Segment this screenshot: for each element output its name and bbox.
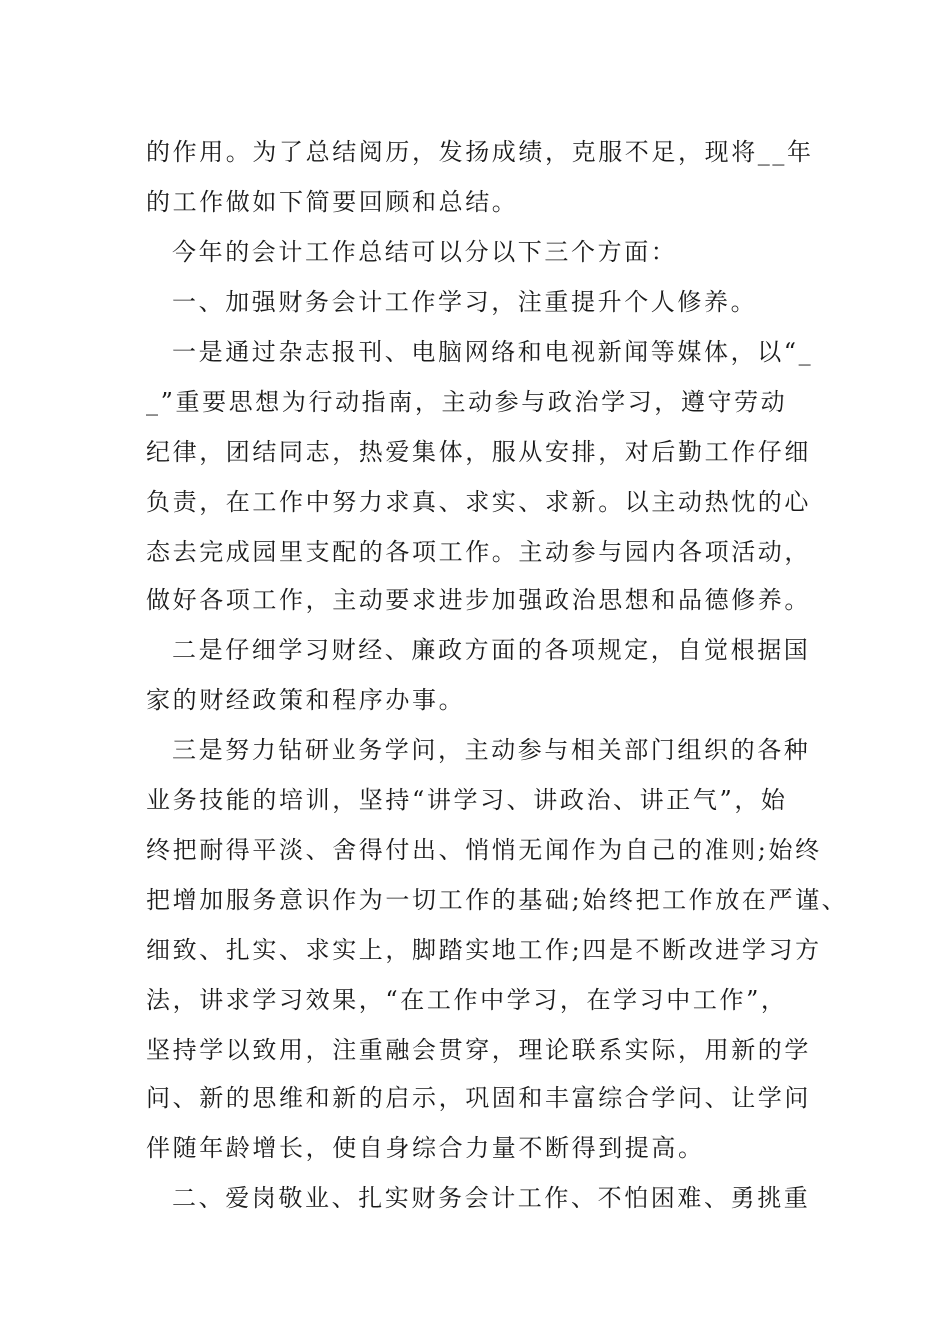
text-line: 家的财经政策和程序办事。 bbox=[146, 686, 466, 714]
text-line: 今年的会计工作总结可以分以下三个方面： bbox=[172, 238, 678, 266]
text-line: 终把耐得平淡、舍得付出、悄悄无闻作为自己的准则;始终 bbox=[146, 836, 822, 864]
text-line: 把增加服务意识作为一切工作的基础;始终把工作放在严谨、 bbox=[146, 886, 849, 914]
text-line: 一是通过杂志报刊、电脑网络和电视新闻等媒体，以“_ bbox=[172, 338, 814, 366]
text-line: 二是仔细学习财经、廉政方面的各项规定，自觉根据国 bbox=[172, 636, 811, 664]
text-line: 二、爱岗敬业、扎实财务会计工作、不怕困难、勇挑重 bbox=[172, 1184, 811, 1212]
text-line: 纪律，团结同志，热爱集体，服从安排，对后勤工作仔细 bbox=[146, 438, 811, 466]
text-line: 三是努力钻研业务学问，主动参与相关部门组织的各种 bbox=[172, 736, 811, 764]
text-line: 的作用。为了总结阅历，发扬成绩，克服不足，现将__年 bbox=[146, 138, 814, 166]
text-line: _”重要思想为行动指南，主动参与政治学习，遵守劳动 bbox=[146, 388, 788, 416]
text-line: 问、新的思维和新的启示，巩固和丰富综合学问、让学问 bbox=[146, 1084, 811, 1112]
text-line: 做好各项工作，主动要求进步加强政治思想和品德修养。 bbox=[146, 586, 811, 614]
text-line: 的工作做如下简要回顾和总结。 bbox=[146, 188, 519, 216]
text-line: 法，讲求学习效果，“在工作中学习，在学习中工作”， bbox=[146, 986, 788, 1014]
text-line: 伴随年龄增长，使自身综合力量不断得到提高。 bbox=[146, 1134, 705, 1162]
text-line: 坚持学以致用，注重融会贯穿，理论联系实际，用新的学 bbox=[146, 1036, 811, 1064]
text-line: 一、加强财务会计工作学习，注重提升个人修养。 bbox=[172, 288, 758, 316]
text-line: 态去完成园里支配的各项工作。主动参与园内各项活动， bbox=[146, 538, 811, 566]
text-line: 细致、扎实、求实上，脚踏实地工作;四是不断改进学习方 bbox=[146, 936, 822, 964]
text-line: 业务技能的培训，坚持“讲学习、讲政治、讲正气”，始 bbox=[146, 786, 788, 814]
text-line: 负责，在工作中努力求真、求实、求新。以主动热忱的心 bbox=[146, 488, 811, 516]
